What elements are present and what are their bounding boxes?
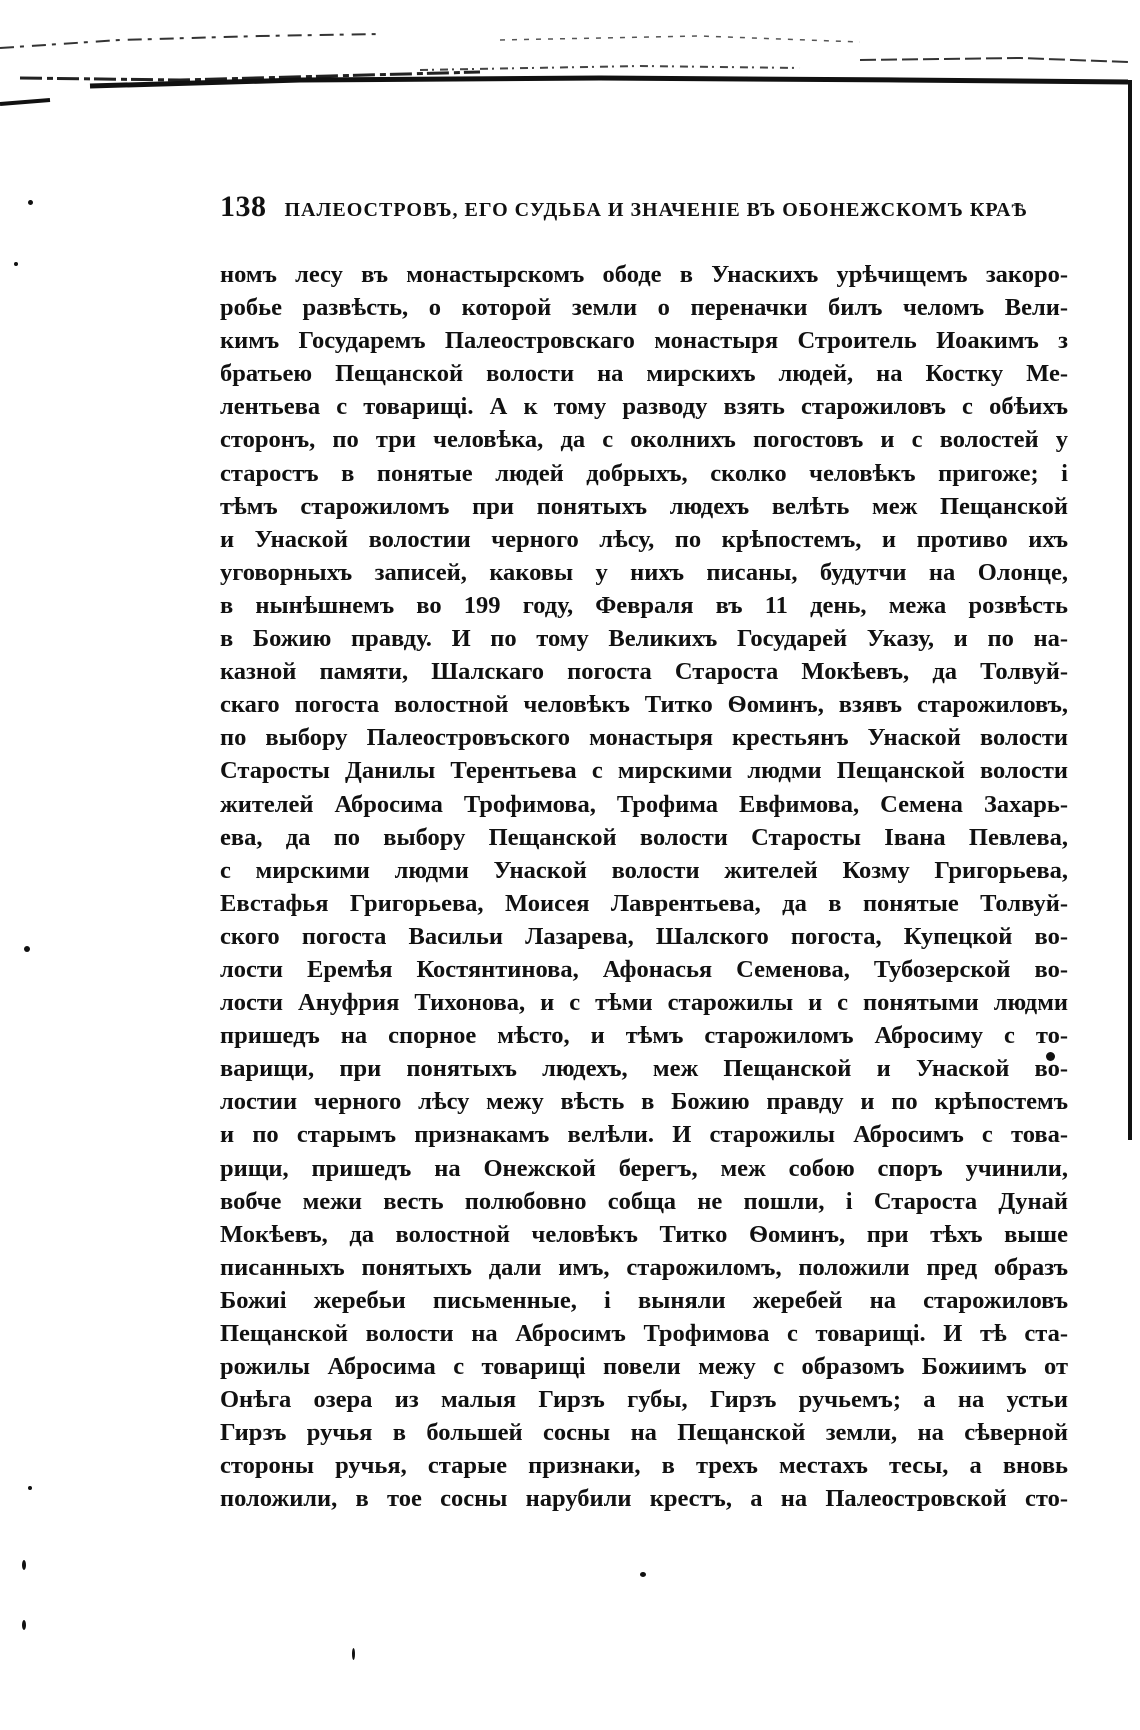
text-line: лостии черного лѣсу межу вѣсть в Божию правду и по крѣпостемъ <box>220 1088 1068 1116</box>
text-line: рожилы Абросима с товарищі повели межу с образомъ Божиимъ от <box>220 1353 1068 1381</box>
text-line: Мокѣевъ, да волостной человѣкъ Титко Ѳоминъ, при тѣхъ выше <box>220 1220 1068 1248</box>
text-line: стороны ручья, старые признаки, в трехъ местахъ тесы, а вновь <box>220 1452 1068 1480</box>
scan-speck <box>352 1648 355 1660</box>
text-line: скаго погоста волостной человѣкъ Титко Ѳоминъ, взявъ старожиловъ, <box>220 691 1068 719</box>
text-line: робье развѣсть, о которой земли о переначки билъ челомъ Вели- <box>220 294 1068 322</box>
scan-page-edge <box>1128 80 1132 1140</box>
text-line: ева, да по выбору Пещанской волости Старосты Івана Певлева, <box>220 823 1068 851</box>
body-paragraph <box>220 258 1068 1516</box>
text-line: номъ лесу въ монастырскомъ ободе в Унаскихъ урѣчищемъ закоро- <box>220 261 1068 288</box>
text-line: положили, в тое сосны нарубили крестъ, а на Палеостровской сто- <box>220 1485 1068 1513</box>
text-line: вобче межи весть полюбовно собща не пошли, і Староста Дунай <box>220 1187 1068 1215</box>
text-line: и по старымъ признакамъ велѣли. И старожилы Абросимъ с това- <box>220 1121 1068 1149</box>
text-line: с мирскими людми Унаской волости жителей Козму Григорьева, <box>220 856 1068 884</box>
text-line: Божиі жеребьи письменные, і выняли жеребей на старожиловъ <box>220 1286 1068 1314</box>
text-line: пришедъ на спорное мѣсто, и тѣмъ старожиломъ Абросиму с то- <box>220 1022 1068 1050</box>
text-line: братьею Пещанской волости на мирскихъ людей, на Костку Ме- <box>220 360 1068 388</box>
text-line: кимъ Государемъ Палеостровскаго монастыря Строитель Иоакимъ з <box>220 327 1068 355</box>
scan-speck <box>22 1620 26 1630</box>
text-line: варищи, при понятыхъ людехъ, меж Пещанской и Унаской во- <box>220 1055 1068 1083</box>
text-line: лентьева с товарищі. А к тому разводу взять старожиловъ с обѣихъ <box>220 393 1068 421</box>
text-line: уговорныхъ записей, каковы у нихъ писаны, будутчи на Олонце, <box>220 558 1068 586</box>
scan-speck <box>14 262 18 266</box>
scan-speck <box>22 1560 26 1570</box>
scan-speck <box>640 1572 646 1577</box>
text-line: тѣмъ старожиломъ при понятыхъ людехъ велѣть меж Пещанской <box>220 492 1068 520</box>
scan-speck <box>24 946 30 952</box>
scan-speck <box>28 200 33 205</box>
text-line: старостъ в понятые людей добрыхъ, сколко человѣкъ пригоже; і <box>220 459 1068 487</box>
text-line: писанныхъ понятыхъ дали имъ, старожиломъ, положили пред образъ <box>220 1253 1068 1281</box>
scan-speck <box>28 1486 32 1490</box>
text-line: казной памяти, Шалскаго погоста Староста Мокѣевъ, да Толвуй- <box>220 658 1068 686</box>
text-line: и Унаской волостии черного лѣсу, по крѣпостемъ, и противо ихъ <box>220 525 1068 553</box>
text-line: сторонъ, по три человѣка, да с околнихъ погостовъ и с волостей у <box>220 426 1068 454</box>
text-line: Гирзъ ручья в большей сосны на Пещанской земли, на сѣверной <box>220 1419 1068 1447</box>
text-line: ского погоста Васильи Лазарева, Шалского погоста, Купецкой во- <box>220 922 1068 950</box>
text-line: в Божию правду. И по тому Великихъ Государей Указу, и по на- <box>220 625 1068 653</box>
text-line: по выбору Палеостровъского монастыря крестьянъ Унаской волости <box>220 724 1068 752</box>
book-page <box>220 190 1068 1516</box>
text-line: рищи, пришедъ на Онежской берегъ, меж собою споръ учинили, <box>220 1154 1068 1182</box>
running-title: ПАЛЕОСТРОВЪ, ЕГО СУДЬБА И ЗНАЧЕНІЕ ВЪ ОБОНЕЖСКОМЪ КРАѢ <box>284 199 1028 221</box>
running-head <box>220 190 1068 224</box>
text-line: жителей Абросима Трофимова, Трофима Евфимова, Семена Захарь- <box>220 790 1068 818</box>
text-line: Старосты Данилы Терентьева с мирскими людми Пещанской волости <box>220 757 1068 785</box>
page-number: 138 <box>220 190 267 223</box>
text-line: Онѣга озера из малыя Гирзъ губы, Гирзъ ручьемъ; а на устьи <box>220 1386 1068 1414</box>
text-line: лости Еремѣя Костянтинова, Афонасья Семенова, Тубозерской во- <box>220 955 1068 983</box>
text-line: Пещанской волости на Абросимъ Трофимова с товарищі. И тѣ ста- <box>220 1320 1068 1347</box>
text-line: лости Ануфрия Тихонова, и с тѣми старожилы и с понятыми людми <box>220 989 1068 1017</box>
text-line: Евстафья Григорьева, Моисея Лаврентьева, да в понятые Толвуй- <box>220 889 1068 917</box>
text-line: в нынѣшнемъ во 199 году, Февраля въ 11 день, межа розвѣсть <box>220 591 1068 619</box>
scan-top-noise <box>0 0 1140 110</box>
